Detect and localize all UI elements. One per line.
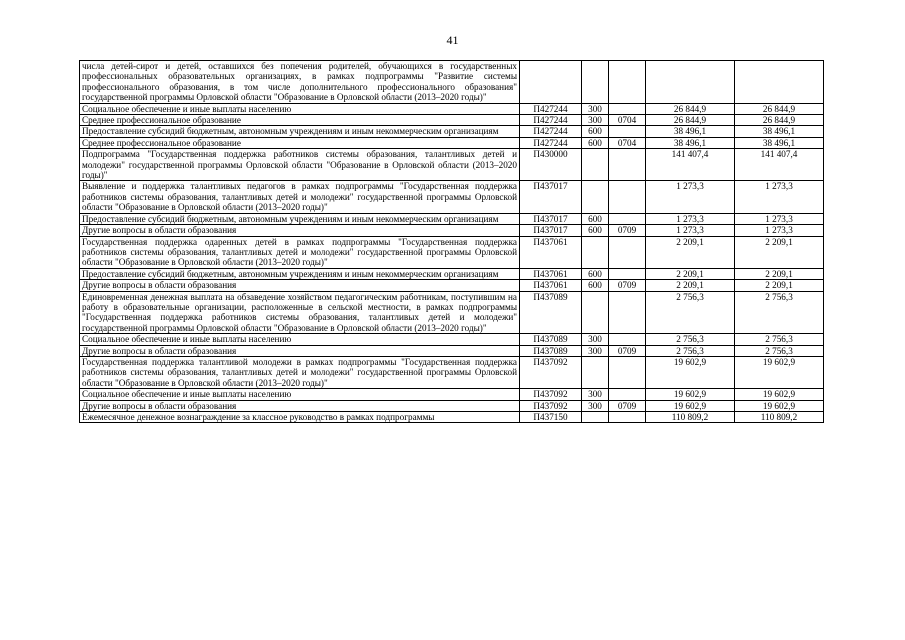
row-description: Среднее профессиональное образование xyxy=(80,137,520,148)
row-target-code: П437017 xyxy=(520,213,582,224)
table-row xyxy=(80,400,824,411)
row-amount-approved: 19 602,9 xyxy=(646,400,735,411)
row-amount-approved: 2 209,1 xyxy=(646,268,735,279)
row-amount-executed: 19 602,9 xyxy=(735,389,824,400)
row-expense-type: 600 xyxy=(582,280,609,291)
row-amount-executed: 141 407,4 xyxy=(735,149,824,181)
row-description: Другие вопросы в области образования xyxy=(80,225,520,236)
table-row xyxy=(80,389,824,400)
row-amount-executed: 38 496,1 xyxy=(735,137,824,148)
table-row xyxy=(80,412,824,423)
row-description: Среднее профессиональное образование xyxy=(80,115,520,126)
row-amount-approved: 38 496,1 xyxy=(646,126,735,137)
row-description: Предоставление субсидий бюджетным, автономным учреждениям и иным некоммерческим организациям xyxy=(80,268,520,279)
row-expense-type: 600 xyxy=(582,126,609,137)
row-amount-executed: 2 209,1 xyxy=(735,280,824,291)
row-expense-type xyxy=(582,61,609,104)
row-target-code: П437017 xyxy=(520,225,582,236)
table-row xyxy=(80,291,824,334)
row-amount-executed: 2 209,1 xyxy=(735,268,824,279)
row-target-code: П437092 xyxy=(520,389,582,400)
row-target-code xyxy=(520,61,582,104)
table-row xyxy=(80,225,824,236)
row-target-code: П437092 xyxy=(520,400,582,411)
table-row xyxy=(80,103,824,114)
row-target-code: П437089 xyxy=(520,291,582,334)
row-amount-approved: 2 209,1 xyxy=(646,236,735,268)
row-description: Другие вопросы в области образования xyxy=(80,280,520,291)
row-target-code: П437092 xyxy=(520,356,582,388)
row-amount-executed: 1 273,3 xyxy=(735,225,824,236)
table-row xyxy=(80,280,824,291)
row-amount-executed: 19 602,9 xyxy=(735,356,824,388)
row-description: Государственная поддержка талантливой молодежи в рамках подпрограммы "Государственная поддержка работников системы образования, талантливых детей и молодежи" государственной программы Орловской области "Образование в Орловской области (2013–2020 годы)" xyxy=(80,356,520,388)
row-expense-type xyxy=(582,236,609,268)
row-section-code xyxy=(609,61,646,104)
row-target-code: П437061 xyxy=(520,236,582,268)
row-section-code xyxy=(609,334,646,345)
table-row xyxy=(80,236,824,268)
row-target-code: П437150 xyxy=(520,412,582,423)
row-amount-approved: 19 602,9 xyxy=(646,356,735,388)
row-amount-approved: 1 273,3 xyxy=(646,213,735,224)
row-expense-type: 300 xyxy=(582,115,609,126)
table-row xyxy=(80,213,824,224)
row-expense-type: 300 xyxy=(582,389,609,400)
row-expense-type: 600 xyxy=(582,213,609,224)
row-section-code: 0709 xyxy=(609,400,646,411)
row-amount-approved: 141 407,4 xyxy=(646,149,735,181)
table-row xyxy=(80,356,824,388)
table-row xyxy=(80,61,824,104)
row-amount-executed: 26 844,9 xyxy=(735,115,824,126)
row-section-code: 0709 xyxy=(609,280,646,291)
row-target-code: П427244 xyxy=(520,137,582,148)
row-target-code: П437061 xyxy=(520,268,582,279)
row-amount-approved: 110 809,2 xyxy=(646,412,735,423)
table-row xyxy=(80,268,824,279)
row-section-code: 0709 xyxy=(609,345,646,356)
row-amount-executed: 2 756,3 xyxy=(735,345,824,356)
row-expense-type: 300 xyxy=(582,334,609,345)
row-amount-approved: 19 602,9 xyxy=(646,389,735,400)
row-expense-type: 600 xyxy=(582,268,609,279)
row-amount-approved: 2 209,1 xyxy=(646,280,735,291)
row-expense-type: 300 xyxy=(582,400,609,411)
row-amount-approved: 1 273,3 xyxy=(646,225,735,236)
row-expense-type xyxy=(582,291,609,334)
table-row xyxy=(80,115,824,126)
row-target-code: П437061 xyxy=(520,280,582,291)
row-description: Выявление и поддержка талантливых педагогов в рамках подпрограммы "Государственная поддержка работников системы образования, талантливых детей и молодежи" государственной программы Орловской области "Образование в Орловской области (2013–2020 годы)" xyxy=(80,181,520,213)
row-expense-type xyxy=(582,149,609,181)
row-amount-executed: 2 209,1 xyxy=(735,236,824,268)
row-description: Другие вопросы в области образования xyxy=(80,345,520,356)
row-section-code xyxy=(609,291,646,334)
page-number: 41 xyxy=(446,33,459,47)
row-section-code: 0704 xyxy=(609,137,646,148)
row-target-code: П430000 xyxy=(520,149,582,181)
table-row xyxy=(80,126,824,137)
row-section-code xyxy=(609,412,646,423)
budget-table xyxy=(79,60,824,423)
table-row xyxy=(80,137,824,148)
row-amount-approved: 38 496,1 xyxy=(646,137,735,148)
row-target-code: П427244 xyxy=(520,126,582,137)
row-expense-type xyxy=(582,356,609,388)
row-amount-approved: 26 844,9 xyxy=(646,115,735,126)
budget-table-body xyxy=(80,61,824,423)
row-amount-executed: 1 273,3 xyxy=(735,181,824,213)
row-section-code xyxy=(609,213,646,224)
row-description: Предоставление субсидий бюджетным, автономным учреждениям и иным некоммерческим организациям xyxy=(80,213,520,224)
row-target-code: П427244 xyxy=(520,103,582,114)
row-target-code: П427244 xyxy=(520,115,582,126)
table-row xyxy=(80,181,824,213)
row-amount-executed: 110 809,2 xyxy=(735,412,824,423)
row-amount-executed: 19 602,9 xyxy=(735,400,824,411)
row-target-code: П437089 xyxy=(520,334,582,345)
row-expense-type xyxy=(582,412,609,423)
row-section-code xyxy=(609,268,646,279)
row-description: Единовременная денежная выплата на обзаведение хозяйством педагогическим работникам, поступившим на работу в образовательные организации, расположенные в сельской местности, в рамках подпрограммы "Государственная поддержка работников системы образования, талантливых детей и молодежи" государственной программы Орловской области "Образование в Орловской области (2013–2020 годы)" xyxy=(80,291,520,334)
row-section-code xyxy=(609,236,646,268)
row-amount-executed: 26 844,9 xyxy=(735,103,824,114)
row-expense-type: 300 xyxy=(582,345,609,356)
table-row xyxy=(80,345,824,356)
table-row xyxy=(80,149,824,181)
row-description: Социальное обеспечение и иные выплаты населению xyxy=(80,103,520,114)
row-description: числа детей-сирот и детей, оставшихся без попечения родителей, обучающихся в государственных профессиональных образовательных организациях, в рамках подпрограммы "Развитие системы профессионального образования, в том числе дополнительного профессионального образования" государственной программы Орловской области "Образование в Орловской области (2013–2020 годы)" xyxy=(80,61,520,104)
row-expense-type: 600 xyxy=(582,225,609,236)
row-description: Социальное обеспечение и иные выплаты населению xyxy=(80,389,520,400)
row-amount-approved: 2 756,3 xyxy=(646,345,735,356)
row-section-code xyxy=(609,103,646,114)
row-description: Подпрограмма "Государственная поддержка работников системы образования, талантливых детей и молодежи" государственной программы Орловской области "Образование в Орловской области (2013–2020 годы)" xyxy=(80,149,520,181)
row-description: Предоставление субсидий бюджетным, автономным учреждениям и иным некоммерческим организациям xyxy=(80,126,520,137)
row-section-code xyxy=(609,181,646,213)
table-row xyxy=(80,334,824,345)
row-section-code xyxy=(609,389,646,400)
row-expense-type: 300 xyxy=(582,103,609,114)
row-description: Социальное обеспечение и иные выплаты населению xyxy=(80,334,520,345)
row-expense-type: 600 xyxy=(582,137,609,148)
row-description: Другие вопросы в области образования xyxy=(80,400,520,411)
row-description: Ежемесячное денежное вознаграждение за классное руководство в рамках подпрограммы xyxy=(80,412,520,423)
row-amount-executed: 38 496,1 xyxy=(735,126,824,137)
row-amount-approved: 26 844,9 xyxy=(646,103,735,114)
row-target-code: П437089 xyxy=(520,345,582,356)
row-section-code: 0704 xyxy=(609,115,646,126)
row-amount-approved: 1 273,3 xyxy=(646,181,735,213)
row-section-code xyxy=(609,149,646,181)
row-expense-type xyxy=(582,181,609,213)
row-target-code: П437017 xyxy=(520,181,582,213)
row-amount-executed: 2 756,3 xyxy=(735,291,824,334)
row-amount-approved: 2 756,3 xyxy=(646,291,735,334)
row-section-code: 0709 xyxy=(609,225,646,236)
row-section-code xyxy=(609,356,646,388)
row-amount-executed xyxy=(735,61,824,104)
row-amount-approved: 2 756,3 xyxy=(646,334,735,345)
row-amount-executed: 1 273,3 xyxy=(735,213,824,224)
row-amount-approved xyxy=(646,61,735,104)
row-description: Государственная поддержка одаренных детей в рамках подпрограммы "Государственная поддержка работников системы образования, талантливых детей и молодежи" государственной программы Орловской области "Образование в Орловской области (2013–2020 годы)" xyxy=(80,236,520,268)
row-amount-executed: 2 756,3 xyxy=(735,334,824,345)
row-section-code xyxy=(609,126,646,137)
